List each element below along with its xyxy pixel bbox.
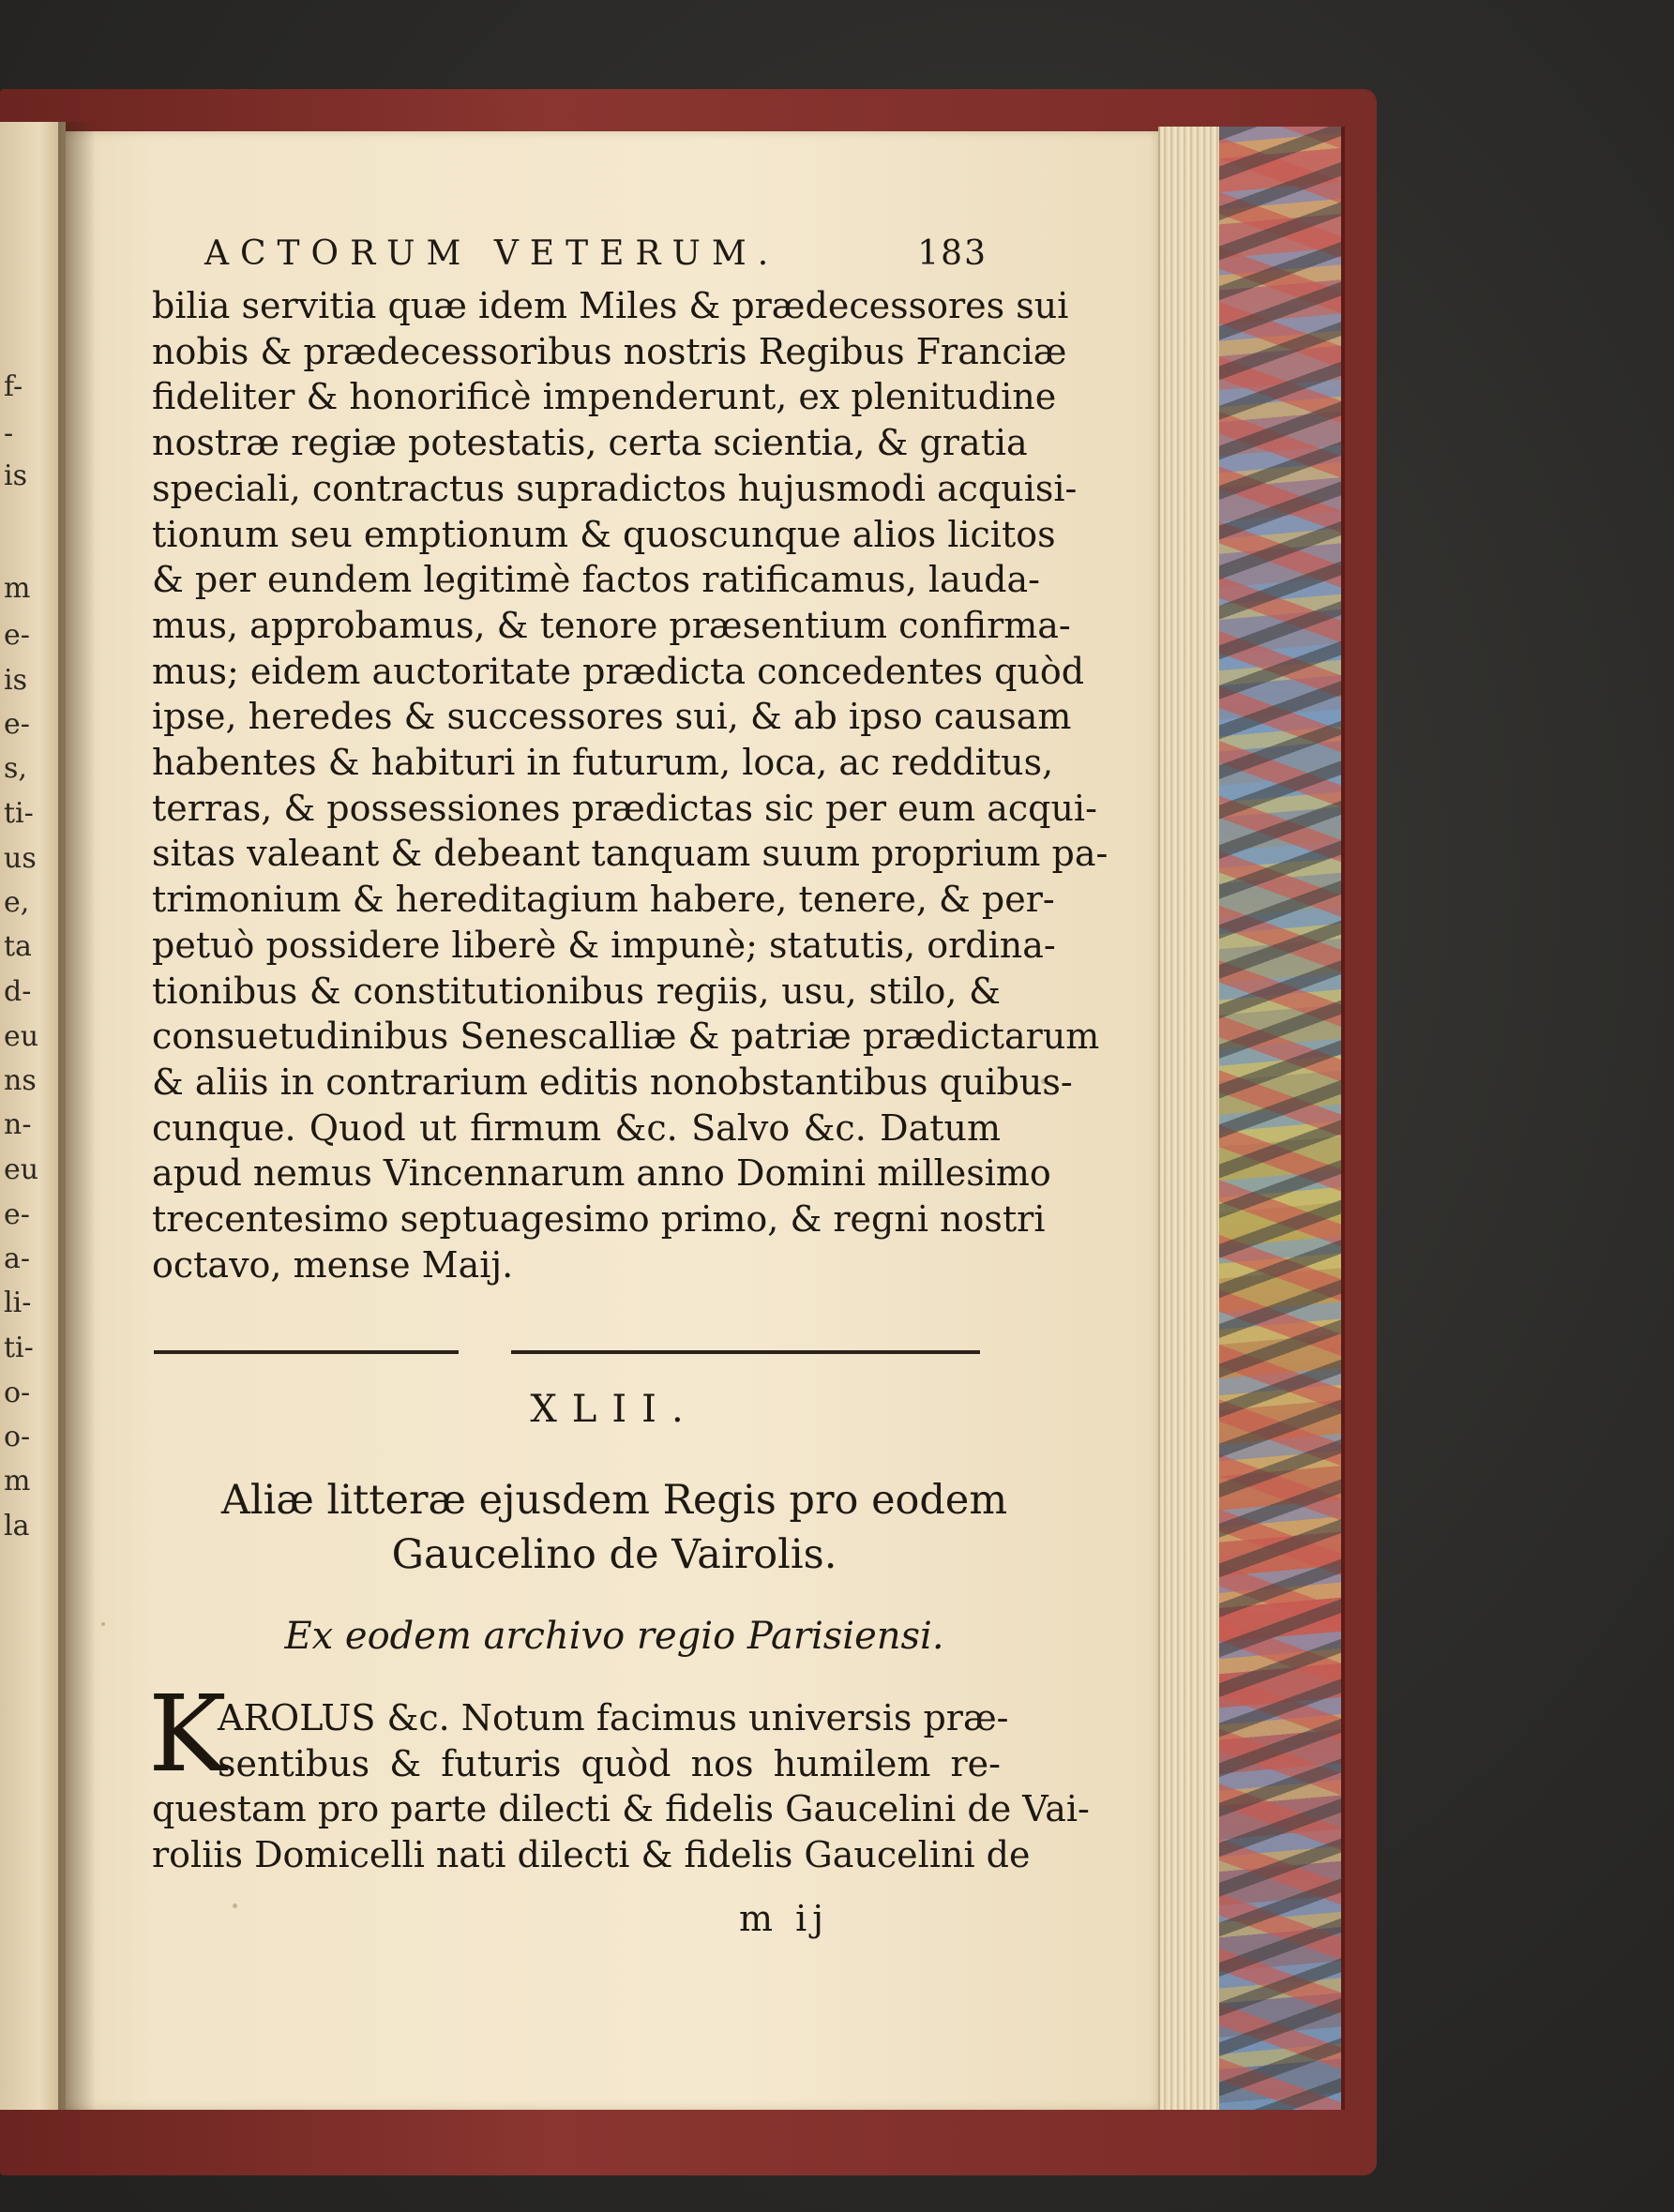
drop-cap: K — [148, 1674, 227, 1796]
body-text — [152, 283, 1108, 1287]
divider-rule-right — [511, 1350, 980, 1354]
facing-fragment: is — [4, 459, 27, 492]
divider-rule-left — [154, 1350, 459, 1354]
facing-fragment: o- — [4, 1377, 31, 1409]
facing-page-edge — [0, 122, 66, 2110]
gutter-shadow — [58, 122, 96, 2110]
facing-fragment: ti- — [4, 797, 34, 830]
facing-fragment: s, — [4, 752, 27, 785]
text-line: trimonium & hereditagium habere, tenere, & per- — [152, 879, 1055, 921]
text-line: apud nemus Vincennarum anno Domini millesimo — [152, 1152, 1051, 1195]
charter-text — [152, 1695, 1090, 1878]
facing-fragment: - — [4, 417, 14, 450]
facing-fragment: m — [4, 572, 31, 605]
marbled-fore-edge — [1219, 127, 1345, 2110]
facing-fragment: la — [4, 1510, 30, 1542]
facing-fragment: ta — [4, 930, 32, 963]
text-line: tionibus & constitutionibus regiis, usu, stilo, & — [152, 970, 1001, 1012]
facing-fragment: d- — [4, 975, 32, 1008]
signature-mark: m ij — [739, 1898, 830, 1939]
facing-fragment: us — [4, 842, 37, 875]
text-line: nobis & prædecessoribus nostris Regibus Franciæ — [152, 330, 1067, 372]
text-line: tionum seu emptionum & quoscunque alios licitos — [152, 513, 1056, 555]
section-heading-line1: Aliæ litteræ ejusdem Regis pro eodem — [220, 1477, 1008, 1524]
facing-fragment: f- — [4, 370, 23, 403]
page-number: 183 — [917, 234, 988, 273]
text-line: fideliter & honorificè impenderunt, ex plenitudine — [152, 376, 1057, 418]
text-line: & per eundem legitimè factos ratificamus, lauda- — [152, 559, 1040, 601]
text-line: AROLUS &c. Notum facimus universis præ- — [218, 1697, 1009, 1738]
text-line: bilia servitia quæ idem Miles & prædecessores sui — [152, 285, 1069, 326]
facing-fragment: e- — [4, 619, 30, 652]
text-line: terras, & possessiones prædictas sic per eum acqui- — [152, 787, 1097, 829]
facing-fragment: m — [4, 1465, 31, 1497]
facing-fragment: o- — [4, 1421, 31, 1453]
text-line: mus, approbamus, & tenore præsentium confirma- — [152, 604, 1071, 646]
foxing-spot — [233, 1904, 237, 1908]
facing-fragment: ns — [4, 1064, 37, 1097]
facing-fragment: e, — [4, 886, 30, 919]
text-line: nostræ regiæ potestatis, certa scientia, & gratia — [152, 422, 1028, 464]
text-line: questam pro parte dilecti & fidelis Gaucelini de Vai- — [152, 1788, 1090, 1830]
facing-fragment: a- — [4, 1242, 31, 1275]
text-line: petuò possidere liberè & impunè; statutis, ordina- — [152, 924, 1056, 966]
source-note: Ex eodem archivo regio Parisiensi. — [284, 1615, 944, 1658]
facing-fragment: eu — [4, 1153, 39, 1186]
running-head — [204, 234, 988, 273]
text-line: consuetudinibus Senescalliæ & patriæ prædictarum — [152, 1016, 1100, 1058]
text-line-last: octavo, mense Maij. — [152, 1243, 514, 1286]
facing-fragment: n- — [4, 1108, 32, 1141]
text-line: trecentesimo septuagesimo primo, & regni nostri — [152, 1198, 1046, 1241]
facing-fragment: li- — [4, 1287, 32, 1319]
facing-fragment: e- — [4, 1198, 30, 1231]
section-heading-line2: Gaucelino de Vairolis. — [391, 1531, 837, 1578]
facing-fragment: is — [4, 664, 27, 697]
text-line: sitas valeant & debeant tanquam suum proprium pa- — [152, 833, 1108, 875]
facing-fragment: e- — [4, 708, 30, 741]
page-edges — [1158, 127, 1226, 2110]
text-line: mus; eidem auctoritate prædicta concedentes quòd — [152, 650, 1085, 692]
section-numeral: XLII. — [530, 1388, 699, 1431]
running-head-title: ACTORUM VETERUM. — [204, 234, 780, 273]
text-line: cunque. Quod ut firmum &c. Salvo &c. Datum — [152, 1106, 1001, 1149]
text-line: sentibus & futuris quòd nos humilem re- — [218, 1742, 1001, 1784]
facing-fragment: ti- — [4, 1332, 34, 1364]
text-line: habentes & habituri in futurum, loca, ac redditus, — [152, 742, 1054, 784]
text-line: ipse, heredes & successores sui, & ab ipso causam — [152, 696, 1072, 738]
text-line: roliis Domicelli nati dilecti & fidelis Gaucelini de — [152, 1834, 1031, 1876]
text-line: speciali, contractus supradictos hujusmodi acquisi- — [152, 467, 1078, 509]
text-line: & aliis in contrarium editis nonobstantibus quibus- — [152, 1061, 1073, 1103]
facing-fragment: eu — [4, 1020, 39, 1053]
